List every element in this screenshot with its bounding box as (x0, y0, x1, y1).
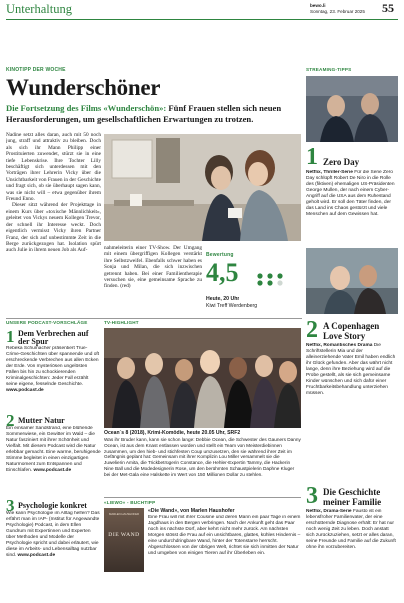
streaming-body-1: Für die Serie Zero Day schlüpft Robert De Niro in die Rolle des (fiktiven) ehemaligen US-Präsidenten George Mullen, der nach einem Cyber-Angriff auf die USA aus dem Ruhestand geholt wird. Er soll den Täter finden, der das Land ins Chaos gestürzt und viele Menschen auf dem Gewissen hat. (306, 170, 395, 217)
podcast-number-1: 1 (6, 328, 15, 345)
feature-lead-text: Fünf Frauen stellen sich neuen Herausforderungen, um gesellschaftlichen Erwartungen zu trotzen. (6, 103, 282, 124)
book-cover (104, 508, 144, 572)
feature-column-2 (104, 245, 202, 311)
podcast-text-3-body: Wie kann Psychologie im Alltag helfen? Das erfährt man im IAP- (Institut für Angewandte Psychologie) Podcast, in dem Ellen Gundrum mit Expertinnen und Experten über Methoden und Modelle der Psychologie spricht und dabei erläutert, wie diese im Arbeits- und Lebensalltag nutzbar sind. (6, 511, 100, 558)
page-number: 55 (382, 1, 394, 15)
rating-value: 4,5 (206, 260, 239, 286)
podcast-title-1: Dem Verbrechen auf der Spur (18, 330, 89, 346)
tv-title: Ocean´s 8 (2018), Krimi-Komödie, heute 20.05 Uhr, SRF2 (104, 430, 241, 436)
streaming-title-3: Die Geschichte meiner Familie (323, 488, 382, 507)
feature-lead (6, 103, 302, 124)
brand-name: bewo.li (310, 3, 326, 8)
streaming-item-3 (306, 484, 398, 603)
podcast-text-1 (6, 346, 101, 394)
feature-lead-highlight: Die Fortsetzung des Films «Wunderschön»: (6, 103, 167, 113)
podcast-text-1-body: Rebeka Schumacher präsentiert True-Crime-Geschichten über spannende und oft erschreckende Verbrechen aus allen Ecken der Erde. Von mysteriösen ungelösten Fällen bis hin zu schockierenden Kriminalgeschichten: Jeder Fall erzählt seine eigene, fesselnde Geschichte. (6, 346, 100, 387)
book-kicker: «LIEWO» - BUCHTIPP (104, 500, 156, 505)
book-text: Eine Frau will mit ihrer Cousine und deren Mann ein paar Tage in einem Jagdhaus in den Bergen verbringen. Nach der Ankunft geht das Paar noch ins nächste Dorf, aber kehrt nicht mehr zurück. Am nächsten Morgen stösst die Frau auf ein unsichtbares, glattes, kühles Hindernis – eine undurchdringbare Wand, hinter der Totenstarre herrscht. Abgeschlossen von der übrigen Welt, richtet sie sich inmitten der Natur und umgeben von einigen Tieren auf ihr Überleben ein. (148, 515, 301, 556)
podcast-number-3: 3 (6, 497, 15, 514)
rating-dot (277, 280, 282, 285)
section-title: Unterhaltung (6, 2, 72, 16)
streaming-kicker: STREAMING-TIPPS (306, 67, 352, 72)
streaming-text-1 (306, 170, 398, 218)
tv-text: Was ihr Bruder kann, kann sie schon lange: Debbie Ocean, die Schwester des Gauners Danny Ocean, ist aus dem Knast entlassen worden und stellt ein Team von Meisterdiebinnen zusammen, um den hieb- und stichfesten Coup umzusetzen, den sie während ihrer Zeit im Gefängnis geplant hat: Gemeinsam mit ihrer Komplizin Lou Miller versammelt sie die Juwelierin Amita, die Trickbetrügerin Constance, die Hehler-Expertin Tammy, die Hackerin Nine Ball und die Modedesignerin Rose, um den berühmten Schaustpielerin Daphne Kluger bei der Met-Gala eine Halskette im Wert von 150 Millionen Dollar zu stehlen. (104, 437, 301, 477)
book-title: «Die Wand», von Marlen Haushofer (148, 508, 235, 514)
feature-photo (104, 134, 301, 241)
tv-photo (104, 328, 301, 428)
streaming-body-3: Fausto ist ein lebensfroher Familienvater, der eine erschütternde Diagnose erhält: Er hat nur noch wenig Zeit zu leben. Doch anstatt sich zurückzuziehen, setzt er alles daran, seine Freunde und Familie auf die Zukunft ohne ihn vorzubereiten. (306, 509, 396, 550)
feature-column-1 (6, 132, 101, 322)
streaming-item-1 (306, 145, 398, 240)
streaming-genre-2: Netflix, Romantisches Drama (306, 343, 373, 348)
streaming-title-2: A Copenhagen Love Story (323, 322, 380, 341)
rating-dots (256, 272, 290, 286)
podcast-item-3 (6, 497, 101, 603)
feature-title: Wunderschöner (6, 76, 161, 100)
streaming-text-2 (306, 343, 398, 397)
feature-paragraph-3: nahmeleiterin einer TV-Show. Der Umgang mit einem übergriffigen Kollegen verstärkt ihre Selbstzweifel. Ebenfalls schwer haben es Sonja und Milan, die sich inzwischen getrennt haben. Bei einer Familientherapie versuchen sie, eine gemeinsame Sprache zu finden. (104, 245, 202, 290)
streaming-text-3 (306, 509, 398, 551)
streaming-genre-3: Netflix, Drama-Serie (306, 509, 352, 514)
feature-credit: (red) (120, 283, 131, 290)
rating-dot (267, 273, 272, 278)
rating-label: Bewertung (206, 252, 234, 258)
book-cover-title: DIE WAND (108, 532, 140, 538)
copenhagen-love-story-image (306, 248, 398, 314)
podcast-item-2 (6, 412, 101, 498)
podcast-text-2 (6, 426, 101, 474)
podcast-number-2: 2 (6, 412, 15, 429)
rating-dot (267, 280, 272, 285)
feature-kicker: KINOTIPP DER WOCHE (6, 67, 66, 73)
streaming-number-1: 1 (306, 145, 318, 169)
section-header (6, 0, 398, 18)
oceans-8-cast-image (104, 328, 301, 428)
zero-day-image (306, 76, 398, 142)
podcast-title-2: Mutter Natur (18, 417, 65, 425)
kitchen-scene-image (104, 134, 301, 241)
podcast-link-3[interactable]: www.podcast.de (17, 553, 56, 558)
streaming-genre-1: Netflix, Thriller-Serie (306, 170, 353, 175)
cinema-name: Kiwi Treff Werdenberg (206, 303, 258, 309)
feature-bottom-rule (6, 318, 302, 319)
rating-dot (277, 273, 282, 278)
streaming-photo-1 (306, 76, 398, 142)
podcast-text-3 (6, 511, 101, 559)
podcast-kicker: UNSERE PODCAST-VORSCHLÄGE (6, 320, 88, 325)
tv-bottom-rule (104, 497, 301, 498)
feature-paragraph-1: Nadine setzt alles daran, auch mit 50 noch jung, straff und attraktiv zu bleiben. Doch als sich ihr Mann Philipp einer Prostituierten zuwendet, stürzt sie in eine tiefe Lebenskrise. Ihre Tochter Lilly beschäftigt sich unterdessen mit den Vorträgen ihrer Lehrerin Vicky über die Unsichtbarkeit von Frauen in der Geschichte und fragt sich, ob sie überhaupt sagen kann, was sie nicht will – etwa gegenüber ihrem Freund Enno. (6, 132, 101, 203)
book-cover-author: MARLEN HAUSHOFER (109, 512, 139, 516)
streaming-photo-2 (306, 248, 398, 314)
podcast-text-2-body: Ein einsamer Sandstrand, eine blühende Sommerwiese, ein Gewitter im Wald – die Natur fasziniert mit ihrer Schönheit und Vielfalt. Mit diesem Podcast wird die Natur erlebbar gemacht. Eine warme, beruhigende Stimme begleitet in einen einzigartigen Naturmoment zum Entspannen und Einschlafen. (6, 426, 101, 473)
podcast-link-2[interactable]: www.podcast.de (33, 468, 72, 473)
issue-date: Sonntag, 23. Februar 2025 (310, 9, 365, 14)
tv-kicker: TV-HIGHLIGHT (104, 320, 139, 325)
rating-dot (257, 280, 262, 285)
streaming-number-3: 3 (306, 484, 318, 508)
podcast-section (6, 320, 101, 603)
streaming-body-2: Die Schriftstellerin Mia und der alleinerziehende Vater Emil haben endlich ihr Glück gefunden. Aber das währt nicht lange, denn ihre Beziehung wird auf die Probe gestellt, als sie sich gemeinsame Kinder wünschen und sich dafür einer Fruchtbarkeitsbehandlung unterziehen müssen. (306, 343, 396, 396)
podcast-item-1 (6, 328, 101, 414)
streaming-number-2: 2 (306, 318, 318, 342)
streaming-title-1: Zero Day (323, 157, 360, 167)
header-rule (6, 19, 398, 20)
podcast-title-3: Psychologie konkret (18, 502, 87, 510)
streaming-item-2 (306, 318, 398, 482)
feature-paragraph-2: Dieser sitzt während der Projekttage in einem Kurs über «toxische Männlichkeit», geleitet von Vickys neuem Kollegen Trevor, der schnell ihr Interesse weckt. Doch eigentlich vermisst Vicky ihren Partner Franz, der sich auf unbestimmte Zeit in die Berge zurückgezogen hat. Isolation spürt auch Julie in ihrem neuen Job als Auf- (6, 202, 101, 254)
podcast-link-1[interactable]: www.podcast.de (6, 388, 44, 393)
rating-box (206, 252, 301, 316)
rating-dot (257, 273, 262, 278)
show-time: Heute, 20 Uhr (206, 296, 240, 302)
